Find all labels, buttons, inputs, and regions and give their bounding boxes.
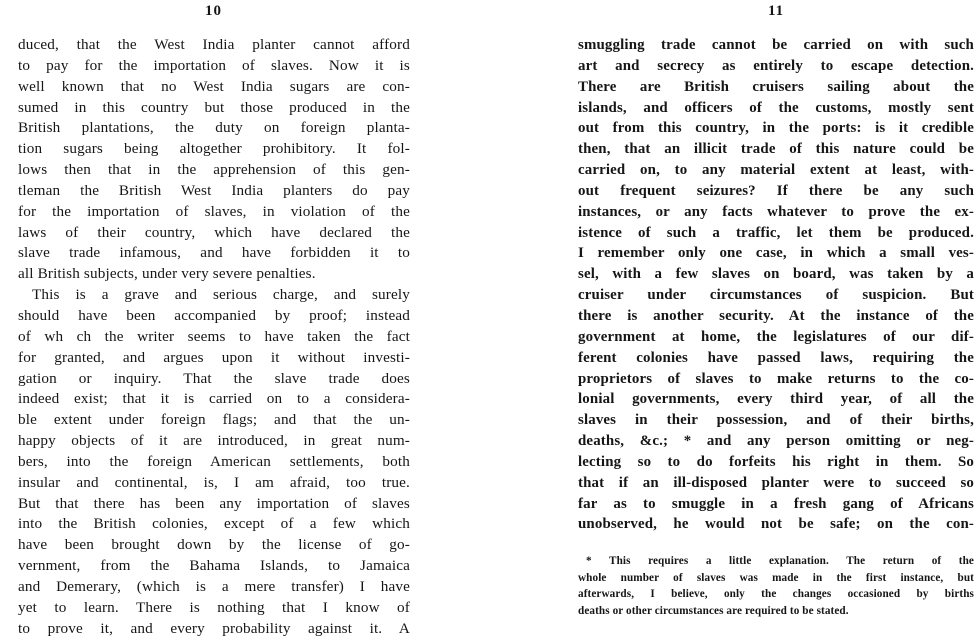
text-line: should have been accompanied by proof; instead bbox=[18, 306, 410, 324]
text-line: to pay for the importation of slaves. Now it is bbox=[18, 56, 410, 74]
text-line: far as to smuggle in a fresh gang of Africans bbox=[578, 495, 974, 512]
text-line: gation or inquiry. That the slave trade does bbox=[18, 369, 410, 387]
text-line: for granted, and argues upon it without investi- bbox=[18, 348, 410, 366]
footnote-line: deaths or other circumstances are required to be stated. bbox=[578, 604, 849, 617]
text-line: duced, that the West India planter cannot afford bbox=[18, 36, 410, 53]
text-line: laws of their country, which have declared the bbox=[18, 223, 410, 241]
text-line: indeed exist; that it is carried on to a considera- bbox=[18, 390, 410, 408]
footnote-line: afterwards, I believe, only the changes occasioned by births bbox=[578, 588, 974, 600]
text-line: unobserved, he would not be safe; on the con- bbox=[578, 516, 974, 533]
text-line: carried on, to any material extent at least, with- bbox=[578, 162, 974, 179]
text-line: lows then that in the apprehension of this gen- bbox=[18, 161, 410, 179]
text-line: yet to learn. There is nothing that I know of bbox=[18, 598, 410, 616]
left-page-text bbox=[18, 35, 410, 639]
right-page-text bbox=[578, 35, 974, 535]
text-line: proprietors of slaves to make returns to the co- bbox=[578, 370, 974, 387]
text-line: British plantations, the duty on foreign planta- bbox=[18, 119, 410, 137]
text-line: smuggling trade cannot be carried on with such bbox=[578, 37, 974, 53]
text-line: there is another security. At the instance of the bbox=[578, 307, 974, 324]
text-line: tion sugars being altogether prohibitory. It fol- bbox=[18, 140, 410, 158]
text-line: that if an ill-disposed planter were to succeed so bbox=[578, 474, 974, 491]
text-line: slaves in their possession, and of their births, bbox=[578, 412, 974, 429]
text-line: have been brought down by the license of go- bbox=[18, 536, 410, 554]
text-line: into the British colonies, except of a few which bbox=[18, 515, 410, 533]
text-line: instances, or any facts whatever to prove the ex- bbox=[578, 203, 974, 220]
page-number-left: 10 bbox=[205, 3, 222, 19]
text-line: happy objects of it are introduced, in great num- bbox=[18, 432, 410, 450]
text-line: of wh ch the writer seems to have taken the fact bbox=[18, 327, 410, 345]
footnote-line: whole number of slaves was made in the first instance, but bbox=[578, 571, 974, 584]
text-line: and Demerary, (which is a mere transfer) I have bbox=[18, 577, 410, 595]
text-line: lonial governments, every third year, of all the bbox=[578, 391, 974, 408]
text-line: all British subjects, under very severe penalties. bbox=[18, 265, 316, 283]
text-line: But that there has been any importation of slaves bbox=[18, 494, 410, 512]
text-line: art and secrecy as entirely to escape detection. bbox=[578, 57, 974, 74]
text-line: deaths, &c.; * and any person omitting or neg- bbox=[578, 433, 974, 450]
text-line: vernment, from the Bahama Islands, to Jamaica bbox=[18, 557, 410, 575]
page-number-right: 11 bbox=[768, 3, 785, 19]
text-line: bers, into the foreign American settlements, both bbox=[18, 452, 410, 470]
text-line: ferent colonies have passed laws, requiring the bbox=[578, 349, 974, 366]
footnote-line: * This requires a little explanation. The return of the bbox=[586, 555, 974, 567]
text-line: out frequent seizures? If there be any such bbox=[578, 182, 974, 199]
text-line: There are British cruisers sailing about the bbox=[578, 78, 974, 95]
text-line: ble extent under foreign flags; and that the un- bbox=[18, 411, 410, 429]
text-line: cruiser under circumstances of suspicion. But bbox=[578, 287, 974, 304]
text-line: government at home, the legislatures of our dif- bbox=[578, 328, 974, 345]
text-line: lecting so to do forfeits his right in them. So bbox=[578, 453, 974, 470]
text-line: sumed in this country but those produced in the bbox=[18, 98, 410, 116]
text-line: sel, with a few slaves on board, was taken by a bbox=[578, 266, 974, 283]
text-line: slave trade infamous, and have forbidden it to bbox=[18, 244, 410, 262]
text-line: out from this country, in the ports: is it credible bbox=[578, 120, 974, 137]
text-line: I remember only one case, in which a small ves- bbox=[578, 245, 974, 262]
text-line: This is a grave and serious charge, and surely bbox=[32, 286, 410, 304]
text-line: tleman the British West India planters do pay bbox=[18, 181, 410, 199]
text-line: well known that no West India sugars are con- bbox=[18, 77, 410, 95]
text-line: for the importation of slaves, in violation of the bbox=[18, 202, 410, 220]
text-line: islands, and officers of the customs, mostly sent bbox=[578, 99, 974, 116]
text-line: then, that an illicit trade of this nature could be bbox=[578, 141, 974, 158]
text-line: istence of such a traffic, let them be produced. bbox=[578, 224, 974, 241]
footnote bbox=[578, 553, 974, 619]
text-line: to prove it, and every probability against it. A bbox=[18, 619, 410, 637]
text-line: insular and continental, is, I am afraid, too true. bbox=[18, 473, 410, 491]
